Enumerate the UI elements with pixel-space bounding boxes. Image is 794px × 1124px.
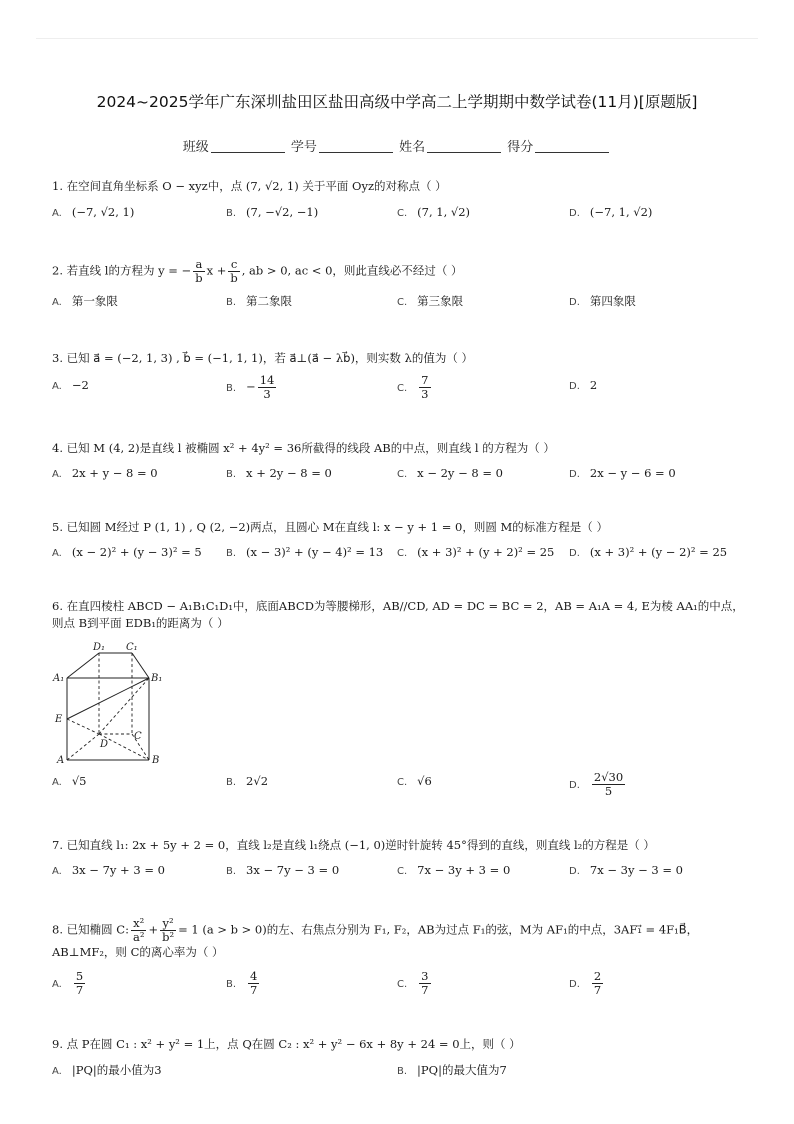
label-d: D — [100, 739, 109, 750]
question-5 — [52, 519, 752, 536]
question-4 — [52, 440, 752, 457]
option-b[interactable]: B. 第二象限 — [226, 294, 293, 308]
student-id-label: 学号 — [290, 140, 317, 155]
option-b[interactable]: B. (7, −√2, −1) — [226, 205, 319, 219]
option-c[interactable]: C. 第三象限 — [397, 294, 464, 308]
question-8 — [52, 917, 752, 961]
label-c: C — [134, 731, 142, 742]
option-c[interactable]: C. $\frac{3}{7}$ — [397, 969, 429, 997]
label-c1: C₁ — [126, 642, 138, 653]
question-4-options — [52, 466, 752, 490]
option-c[interactable]: C. (x + 3)² + (y + 2)² = 25 — [397, 545, 555, 559]
question-9 — [52, 1036, 752, 1053]
question-stem: 3. 已知 a⃗ = (−2, 1, 3) , b⃗ = (−1, 1, 1)，若 a⃗⊥(a⃗ − λb⃗)，则实数 λ的值为（ ） — [52, 351, 474, 365]
option-a[interactable]: A. (−7, √2, 1) — [52, 205, 135, 219]
option-d[interactable]: D. 2 — [569, 378, 598, 392]
label-a1: A₁ — [53, 673, 65, 684]
question-1-options — [52, 205, 752, 229]
option-d[interactable]: D. $\frac{2}{7}$ — [569, 969, 602, 997]
question-5-options — [52, 545, 752, 569]
option-d[interactable]: D. (x + 3)² + (y − 2)² = 25 — [569, 545, 728, 559]
option-b[interactable]: B. 3x − 7y − 3 = 0 — [226, 863, 340, 877]
segment-e-b1 — [67, 678, 149, 719]
question-stem: 6. 在直四棱柱 ABCD − A₁B₁C₁D₁中，底面ABCD为等腰梯形，AB//CD, AD = DC = BC = 2，AB = A₁A = 4, E为棱 AA₁的中点，则点 B到平面 EDB₁的距离为（ ） — [52, 599, 744, 630]
option-a[interactable]: A. −2 — [52, 378, 89, 392]
question-stem: 9. 点 P在圆 C₁ : x² + y² = 1上，点 Q在圆 C₂ : x² + y² − 6x + 8y + 24 = 0上，则（ ） — [52, 1037, 521, 1051]
option-b[interactable]: B. 2√2 — [226, 774, 269, 788]
option-b[interactable]: B. $\frac{4}{7}$ — [226, 969, 258, 997]
segment-e-d — [67, 719, 99, 734]
label-a: A — [57, 755, 65, 766]
option-c[interactable]: C. 7x − 3y + 3 = 0 — [397, 863, 511, 877]
segment-d-b1 — [99, 678, 149, 734]
option-d[interactable]: D. (−7, 1, √2) — [569, 205, 653, 219]
option-d[interactable]: D. 第四象限 — [569, 294, 636, 308]
option-d[interactable]: D. 7x − 3y − 3 = 0 — [569, 863, 683, 877]
option-a[interactable]: A. |PQ|的最小值为3 — [52, 1063, 162, 1077]
question-8-options — [52, 970, 752, 1004]
question-stem: 5. 已知圆 M经过 P (1, 1) , Q (2, −2)两点，且圆心 M在直线 l: x − y + 1 = 0，则圆 M的标准方程是（ ） — [52, 520, 608, 534]
option-a[interactable]: A. 3x − 7y + 3 = 0 — [52, 863, 165, 877]
option-a[interactable]: A. √5 — [52, 774, 87, 788]
option-b[interactable]: B. |PQ|的最大值为7 — [397, 1063, 507, 1077]
name-blank[interactable] — [427, 140, 501, 153]
option-b[interactable]: B. (x − 3)² + (y − 4)² = 13 — [226, 545, 384, 559]
question-stem-line-2: AB⊥MF₂，则 C的离心率为（ ） — [52, 945, 224, 959]
option-a[interactable]: A. $\frac{5}{7}$ — [52, 969, 84, 997]
question-6 — [52, 598, 752, 632]
question-1 — [52, 178, 752, 195]
score-label: 得分 — [507, 140, 534, 155]
option-a[interactable]: A. (x − 2)² + (y − 3)² = 5 — [52, 545, 202, 559]
header-rule — [36, 38, 758, 39]
question-2-options — [52, 293, 752, 317]
option-d[interactable]: D. 2x − y − 6 = 0 — [569, 466, 676, 480]
student-id-blank[interactable] — [319, 140, 393, 153]
label-b1: B₁ — [151, 673, 163, 684]
option-d[interactable]: D. $\frac{2√30}{5}$ — [569, 770, 624, 798]
class-blank[interactable] — [211, 140, 285, 153]
score-blank[interactable] — [535, 140, 609, 153]
option-c[interactable]: C. (7, 1, √2) — [397, 205, 471, 219]
question-stem: 7. 已知直线 l₁: 2x + 5y + 2 = 0，直线 l₂是直线 l₁绕点 (−1, 0)逆时针旋转 45°得到的直线，则直线 l₂的方程是（ ） — [52, 838, 655, 852]
label-d1: D₁ — [93, 642, 106, 653]
question-3 — [52, 350, 752, 367]
prism-figure — [52, 640, 172, 768]
option-c[interactable]: C. $\frac{7}{3}$ — [397, 373, 429, 401]
option-a[interactable]: A. 2x + y − 8 = 0 — [52, 466, 158, 480]
question-6-options — [52, 771, 752, 805]
option-c[interactable]: C. √6 — [397, 774, 432, 788]
question-stem: 4. 已知 M (4, 2)是直线 l 被椭圆 x² + 4y² = 36所截得的线段 AB的中点，则直线 l 的方程为（ ） — [52, 441, 555, 455]
option-a[interactable]: A. 第一象限 — [52, 294, 118, 308]
question-7 — [52, 837, 752, 854]
option-c[interactable]: C. x − 2y − 8 = 0 — [397, 466, 503, 480]
label-e: E — [55, 714, 63, 725]
question-2 — [52, 258, 752, 285]
page-title: 2024~2025学年广东深圳盐田区盐田高级中学高二上学期期中数学试卷(11月)[原题版] — [96, 93, 698, 111]
edge-a-d — [67, 734, 99, 760]
class-label: 班级 — [182, 140, 209, 155]
question-stem: 8. 已知椭圆 C: $\frac{\text{x²}}{\text{a²}}$ + $\frac{\text{y²}}{\text{b²}}$ = 1 (a > b > 0)的左、右焦点分别为 F₁, F₂，AB为过点 F₁的弦，M为 AF₁的中点，3AF₁⃗ = 4F₁B⃗， — [52, 916, 699, 944]
student-info-row — [0, 136, 794, 155]
edge-c1-b1 — [132, 653, 149, 678]
label-b: B — [152, 755, 160, 766]
question-7-options — [52, 863, 752, 887]
edge-a1-d1 — [67, 653, 99, 678]
question-9-options — [52, 1062, 752, 1086]
question-3-options — [52, 374, 752, 408]
option-b[interactable]: B. − $\frac{14}{3}$ — [226, 373, 275, 401]
option-b[interactable]: B. x + 2y − 8 = 0 — [226, 466, 332, 480]
name-label: 姓名 — [399, 140, 426, 155]
question-stem: 2. 若直线 l的方程为 y = − $\frac{a}{b}$ x + $\frac{c}{b}$ , ab > 0, ac < 0，则此直线必不经过（ ） — [52, 257, 463, 285]
question-stem: 1. 在空间直角坐标系 O − xyz中，点 (7, √2, 1) 关于平面 Oyz的对称点（ ） — [52, 179, 447, 193]
